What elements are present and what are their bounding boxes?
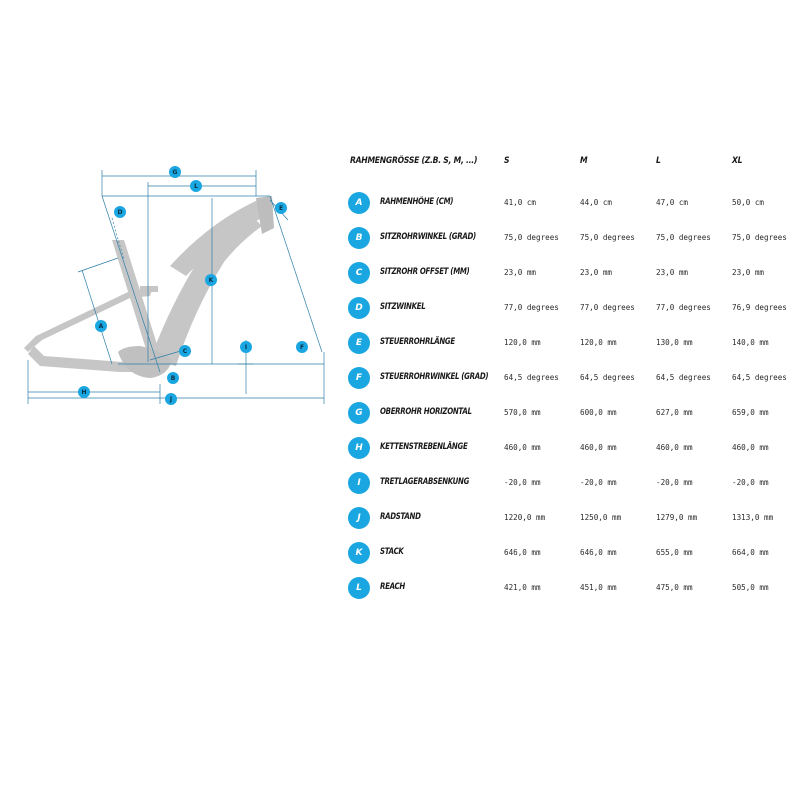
row-value: 505,0 mm: [732, 583, 769, 592]
row-letter-badge: L: [348, 577, 370, 599]
row-letter-badge: I: [348, 472, 370, 494]
svg-text:F: F: [299, 344, 305, 351]
header-size-m: M: [580, 156, 588, 166]
table-row: [346, 437, 800, 472]
table-row: [346, 227, 800, 262]
table-row: [346, 542, 800, 577]
table-header: [346, 152, 800, 172]
row-value: 23,0 mm: [656, 268, 689, 277]
row-letter-badge: B: [348, 227, 370, 249]
row-value: 1220,0 mm: [504, 513, 546, 522]
row-value: -20,0 mm: [732, 478, 769, 487]
svg-text:L: L: [194, 183, 198, 190]
row-value: 460,0 mm: [656, 443, 693, 452]
marker-a: [95, 320, 107, 332]
row-letter-badge: H: [348, 437, 370, 459]
row-value: 140,0 mm: [732, 338, 769, 347]
row-value: 23,0 mm: [504, 268, 537, 277]
row-value: 77,0 degrees: [656, 303, 711, 312]
row-value: 1279,0 mm: [656, 513, 698, 522]
row-label: OBERROHR HORIZONTAL: [380, 407, 472, 417]
row-letter-badge: K: [348, 542, 370, 564]
row-value: 460,0 mm: [732, 443, 769, 452]
row-value: 64,5 degrees: [656, 373, 711, 382]
marker-j: [165, 393, 177, 405]
row-value: 659,0 mm: [732, 408, 769, 417]
svg-text:D: D: [117, 209, 123, 216]
row-value: 475,0 mm: [656, 583, 693, 592]
svg-text:H: H: [81, 389, 87, 396]
row-value: 646,0 mm: [580, 548, 617, 557]
row-value: 23,0 mm: [580, 268, 613, 277]
row-value: 44,0 cm: [580, 198, 613, 207]
row-letter-badge: G: [348, 402, 370, 424]
marker-d: [114, 206, 126, 218]
row-value: 460,0 mm: [580, 443, 617, 452]
marker-k: [205, 274, 217, 286]
row-value: 646,0 mm: [504, 548, 541, 557]
row-value: 130,0 mm: [656, 338, 693, 347]
table-row: [346, 577, 800, 612]
row-letter-badge: A: [348, 192, 370, 214]
row-value: 120,0 mm: [504, 338, 541, 347]
row-value: 570,0 mm: [504, 408, 541, 417]
table-row: [346, 367, 800, 402]
row-letter-badge: F: [348, 367, 370, 389]
header-size-l: L: [656, 156, 661, 166]
bike-frame-silhouette: [24, 196, 274, 378]
row-value: 75,0 degrees: [504, 233, 559, 242]
row-label: SITZWINKEL: [380, 302, 426, 312]
frame-geometry-diagram: [0, 0, 340, 420]
row-value: 77,0 degrees: [580, 303, 635, 312]
marker-c: [179, 345, 191, 357]
row-value: 64,5 degrees: [580, 373, 635, 382]
header-frame-size-label: RAHMENGRÖSSE (Z.B. S, M, ...): [350, 156, 478, 166]
marker-f: [296, 341, 308, 353]
row-value: 64,5 degrees: [732, 373, 787, 382]
svg-text:J: J: [169, 396, 173, 403]
row-label: SITZROHRWINKEL (GRAD): [380, 232, 476, 242]
svg-text:A: A: [98, 323, 104, 330]
row-value: -20,0 mm: [580, 478, 617, 487]
row-value: 75,0 degrees: [732, 233, 787, 242]
row-value: 41,0 cm: [504, 198, 537, 207]
row-value: 120,0 mm: [580, 338, 617, 347]
row-label: KETTENSTREBENLÄNGE: [380, 442, 468, 452]
svg-text:K: K: [208, 277, 214, 284]
row-label: TRETLAGERABSENKUNG: [380, 477, 470, 487]
row-value: 600,0 mm: [580, 408, 617, 417]
row-label: STEUERROHRLÄNGE: [380, 337, 455, 347]
row-value: 664,0 mm: [732, 548, 769, 557]
row-value: 77,0 degrees: [504, 303, 559, 312]
row-value: 64,5 degrees: [504, 373, 559, 382]
table-row: [346, 332, 800, 367]
row-value: 47,0 cm: [656, 198, 689, 207]
row-value: 76,9 degrees: [732, 303, 787, 312]
row-value: 50,0 cm: [732, 198, 765, 207]
row-label: STEUERROHRWINKEL (GRAD): [380, 372, 489, 382]
table-row: [346, 262, 800, 297]
table-row: [346, 472, 800, 507]
row-value: -20,0 mm: [656, 478, 693, 487]
marker-e: [275, 202, 287, 214]
row-value: 75,0 degrees: [656, 233, 711, 242]
row-value: 1250,0 mm: [580, 513, 622, 522]
marker-b: [167, 372, 179, 384]
row-label: RAHMENHÖHE (CM): [380, 197, 454, 207]
marker-h: [78, 386, 90, 398]
row-label: REACH: [380, 582, 405, 592]
row-label: RADSTAND: [380, 512, 421, 522]
row-value: 627,0 mm: [656, 408, 693, 417]
row-value: 421,0 mm: [504, 583, 541, 592]
row-letter-badge: J: [348, 507, 370, 529]
table-row: [346, 192, 800, 227]
row-letter-badge: E: [348, 332, 370, 354]
row-value: -20,0 mm: [504, 478, 541, 487]
marker-l: [190, 180, 202, 192]
row-value: 1313,0 mm: [732, 513, 774, 522]
row-value: 23,0 mm: [732, 268, 765, 277]
header-size-xl: XL: [732, 156, 743, 166]
row-letter-badge: C: [348, 262, 370, 284]
row-value: 655,0 mm: [656, 548, 693, 557]
marker-g: [169, 166, 181, 178]
svg-text:E: E: [278, 205, 284, 212]
marker-i: [240, 341, 252, 353]
header-size-s: S: [504, 156, 510, 166]
svg-text:B: B: [170, 375, 176, 382]
svg-text:G: G: [172, 169, 178, 176]
svg-text:C: C: [182, 348, 188, 355]
table-row: [346, 507, 800, 542]
row-value: 451,0 mm: [580, 583, 617, 592]
row-letter-badge: D: [348, 297, 370, 319]
row-value: 460,0 mm: [504, 443, 541, 452]
row-value: 75,0 degrees: [580, 233, 635, 242]
row-label: SITZROHR OFFSET (MM): [380, 267, 470, 277]
table-row: [346, 297, 800, 332]
table-row: [346, 402, 800, 437]
row-label: STACK: [380, 547, 404, 557]
svg-text:I: I: [244, 344, 248, 351]
